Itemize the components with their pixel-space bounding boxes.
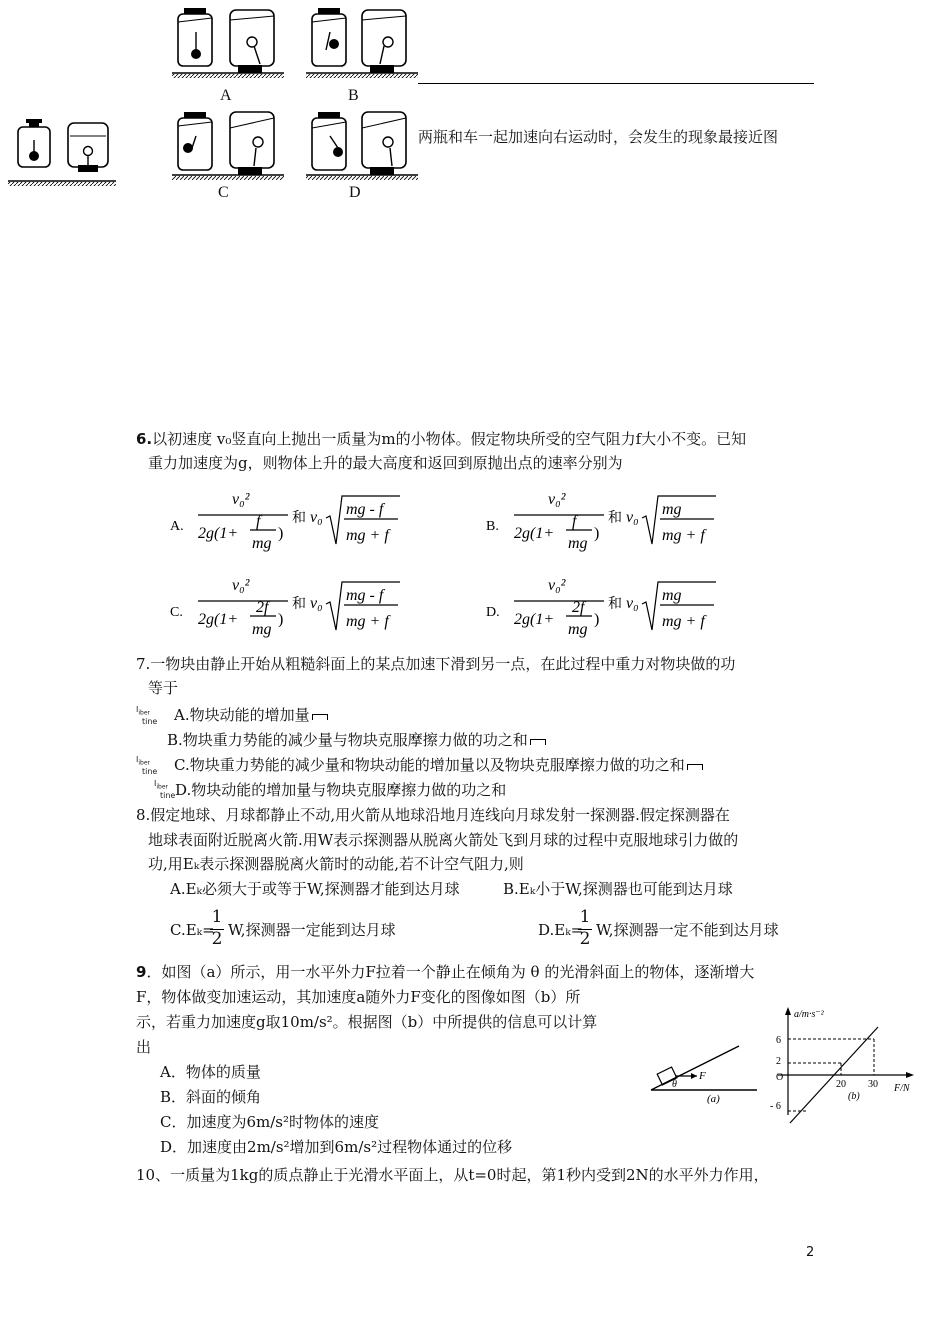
- velocity: v₀: [626, 595, 639, 612]
- question-9-line-2: F，物体做变加速运动，其加速度a随外力F变化的图像如图（b）所: [136, 988, 581, 1006]
- margin-mark: $I_{iber}$ tine: [136, 755, 158, 776]
- option-letter: A.: [170, 519, 184, 534]
- root-denominator: mg + f: [346, 613, 389, 630]
- question-6-line-2: 重力加速度为g，则物体上升的最大高度和返回到原抛出点的速率分别为: [148, 454, 623, 472]
- question-9-text-1: ．如图（a）所示，用一水平外力F拉着一个静止在倾角为 θ 的光滑斜面上的物体，逐渐增大: [146, 963, 755, 981]
- q6-option-d: [486, 577, 716, 638]
- question-8-line-2: 地球表面附近脱离火箭.用W表示探测器从脱离火箭处飞到月球的过程中克服地球引力做的: [148, 831, 739, 849]
- figure-a-incline: [645, 1040, 760, 1105]
- inner-numerator: 2f: [256, 599, 269, 616]
- numerator: v₀²: [232, 577, 250, 594]
- question-7-option-b: B.物块重力势能的减少量与物块克服摩擦力做的功之和: [167, 728, 546, 752]
- denominator: 2g(1+: [198, 611, 239, 628]
- inner-numerator: f: [572, 513, 577, 530]
- figure-option-a: [172, 8, 284, 78]
- root-denominator: mg + f: [662, 527, 705, 544]
- inner-denominator: mg: [568, 621, 588, 638]
- q6-option-c: [170, 577, 400, 638]
- answer-blank-line: [418, 83, 814, 84]
- inner-numerator: 2f: [572, 599, 585, 616]
- question-8-line-3: 功,用Eₖ表示探测器脱离火箭时的动能,若不计空气阻力,则: [148, 855, 524, 873]
- root-numerator: mg - f: [346, 501, 384, 518]
- velocity: v₀: [626, 509, 639, 526]
- inner-denominator: mg: [252, 621, 272, 638]
- figure-label-c: C: [218, 184, 229, 201]
- question-10-line-1: 10、一质量为1kg的质点静止于光滑水平面上，从t=0时起，第1秒内受到2N的水平外力作用，: [136, 1166, 769, 1184]
- option-letter: B.: [486, 519, 499, 534]
- question-9-line-1: [136, 960, 754, 984]
- question-5-tail: 两瓶和车一起加速向右运动时，会发生的现象最接近图: [418, 128, 779, 146]
- numerator: v₀²: [548, 491, 566, 508]
- option-letter: C.: [170, 605, 183, 620]
- question-6-number: 6.: [136, 430, 153, 448]
- denominator: 2g(1+: [514, 525, 555, 542]
- inner-denominator: mg: [252, 535, 272, 552]
- question-6-line-1: [136, 427, 746, 451]
- option-letter: D.: [486, 605, 500, 620]
- denominator: 2g(1+: [514, 611, 555, 628]
- question-9-line-4: 出: [136, 1038, 152, 1056]
- page-number: 2: [806, 1245, 815, 1260]
- figure-label-a: A: [220, 87, 232, 104]
- conjunction: 和: [292, 597, 306, 612]
- q6-option-a: [170, 491, 400, 552]
- question-9-option-a: A．物体的质量: [160, 1063, 261, 1081]
- denominator-close: ): [594, 525, 600, 542]
- reference-figure: [8, 119, 116, 186]
- y-tick-neg6: - 6: [770, 1101, 781, 1112]
- inner-numerator: f: [256, 513, 261, 530]
- question-8-option-b: B.Eₖ小于W,探测器也可能到达月球: [503, 880, 733, 898]
- angle-label: θ: [672, 1079, 677, 1090]
- numerator: v₀²: [232, 491, 250, 508]
- figure-label-b: B: [348, 87, 359, 104]
- question-8-option-a: A.Eₖ必须大于或等于W,探测器才能到达月球: [170, 880, 460, 898]
- question-7-option-a: A.物块动能的增加量: [174, 703, 328, 727]
- inner-denominator: mg: [568, 535, 588, 552]
- x-axis-label: F/N: [894, 1083, 910, 1094]
- root-denominator: mg + f: [346, 527, 389, 544]
- x-tick-20: 20: [836, 1079, 846, 1090]
- question-9-option-d: D．加速度由2m/s²增加到6m/s²过程物体通过的位移: [160, 1138, 513, 1156]
- margin-mark: $I_{iber}$ tine: [136, 705, 158, 726]
- x-tick-30: 30: [868, 1079, 878, 1090]
- conjunction: 和: [292, 511, 306, 526]
- question-9-option-b: B．斜面的倾角: [160, 1088, 262, 1106]
- root-numerator: mg: [662, 587, 682, 604]
- question-7-line-2: 等于: [148, 679, 179, 697]
- question-7-option-d: D.物块动能的增加量与物块克服摩擦力做的功之和: [175, 781, 507, 799]
- denominator-close: ): [278, 525, 284, 542]
- numerator: v₀²: [548, 577, 566, 594]
- question-9-line-3: 示，若重力加速度g取10m/s²。根据图（b）中所提供的信息可以计算: [136, 1013, 598, 1031]
- denominator-close: ): [278, 611, 284, 628]
- margin-mark: $I_{iber}$ tine: [154, 779, 176, 800]
- y-axis-label: a/m·s⁻²: [794, 1009, 824, 1020]
- conjunction: 和: [608, 511, 622, 526]
- velocity: v₀: [310, 509, 323, 526]
- figure-option-b: [306, 8, 418, 78]
- conjunction: 和: [608, 597, 622, 612]
- figure-a-label: (a): [707, 1093, 720, 1105]
- y-tick-2: 2: [776, 1056, 781, 1067]
- figure-option-d: [306, 112, 418, 180]
- question-6-text-1: 以初速度 v₀竖直向上抛出一质量为m的小物体。假定物块所受的空气阻力f大小不变。已知: [152, 430, 747, 448]
- question-7-line-1: 7.一物块由静止开始从粗糙斜面上的某点加速下滑到另一点，在此过程中重力对物块做的功: [136, 655, 736, 673]
- root-numerator: mg: [662, 501, 682, 518]
- question-7-option-c: C.物块重力势能的减少量和物块动能的增加量以及物块克服摩擦力做的功之和: [174, 753, 703, 777]
- velocity: v₀: [310, 595, 323, 612]
- question-9-number: 9: [136, 963, 147, 981]
- root-denominator: mg + f: [662, 613, 705, 630]
- origin-label: O: [776, 1072, 784, 1083]
- denominator: 2g(1+: [198, 525, 239, 542]
- figure-b-label: (b): [848, 1091, 860, 1102]
- question-8-line-1: 8.假定地球、月球都静止不动,用火箭从地球沿地月连线向月球发射一探测器.假定探测器在: [136, 806, 730, 824]
- q6-option-b: [486, 491, 716, 552]
- root-numerator: mg - f: [346, 587, 384, 604]
- question-9-option-c: C．加速度为6m/s²时物体的速度: [160, 1113, 380, 1131]
- y-tick-6: 6: [776, 1035, 781, 1046]
- figure-option-c: [172, 112, 284, 180]
- question-6-options: [160, 480, 760, 650]
- denominator-close: ): [594, 611, 600, 628]
- figure-b-graph: [768, 1005, 918, 1125]
- figure-label-d: D: [349, 184, 361, 201]
- force-label: F: [699, 1070, 706, 1082]
